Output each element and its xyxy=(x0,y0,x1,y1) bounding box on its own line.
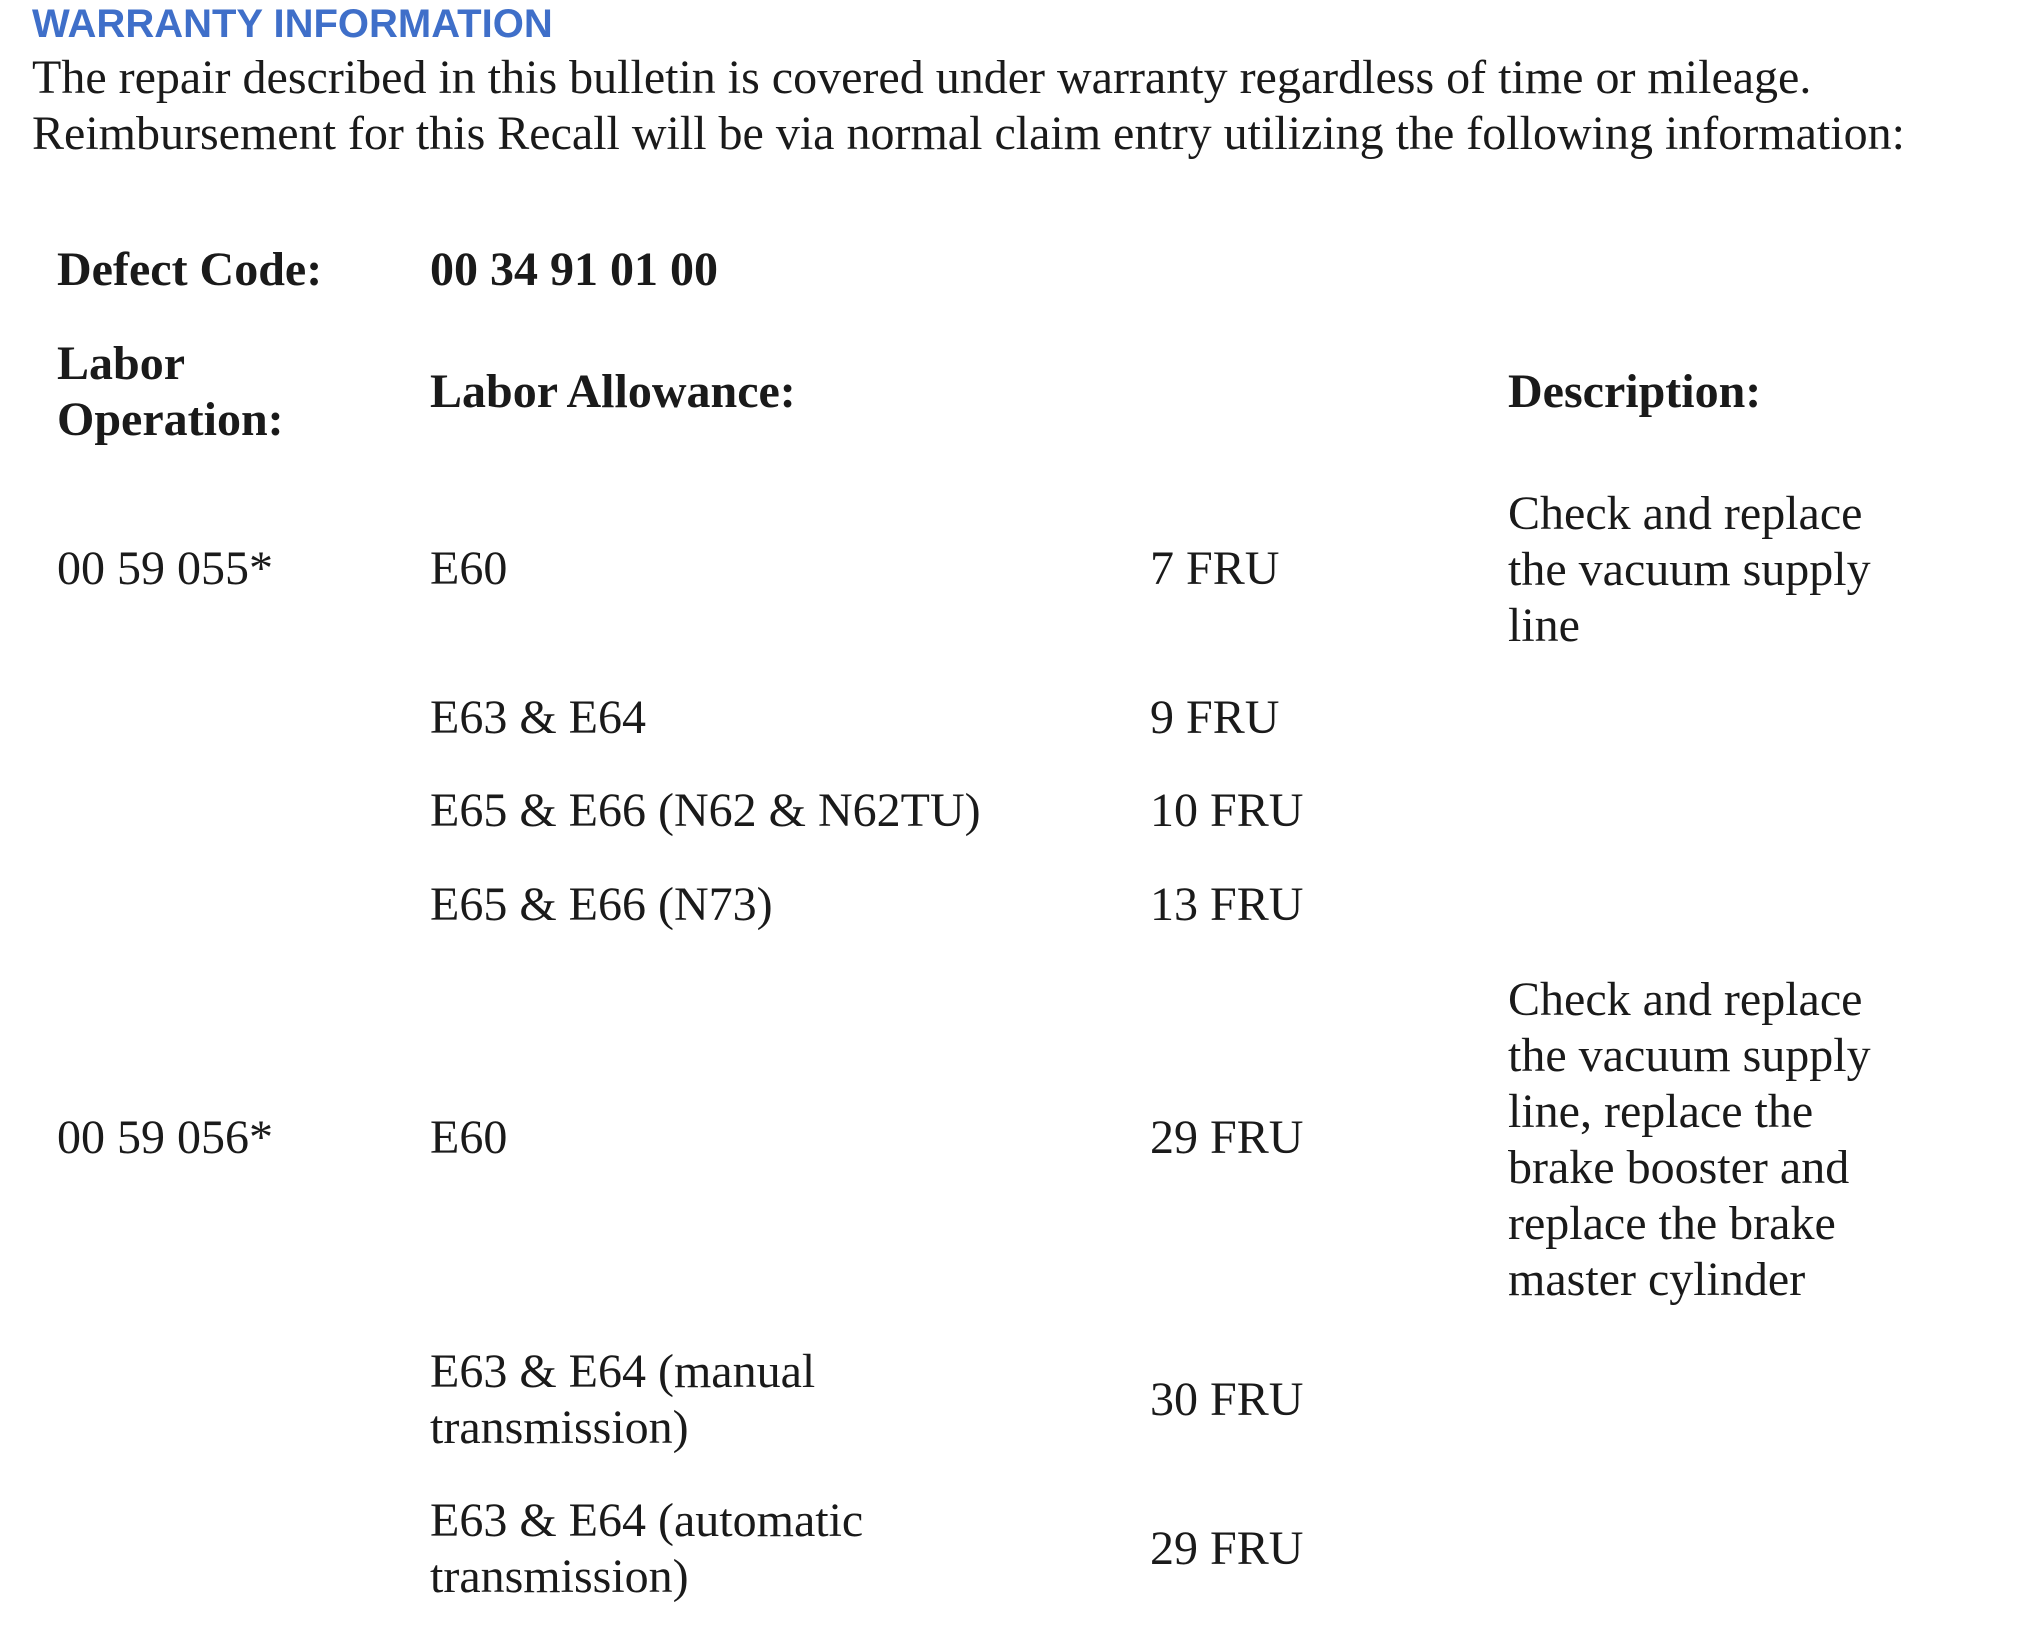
intro-line-2: Reimbursement for this Recall will be via normal claim entry utilizing the following information: xyxy=(32,107,1905,160)
row-1-description xyxy=(1508,486,1871,654)
row-1-description-line-2: the vacuum supply xyxy=(1508,543,1871,596)
row-5-fru: 29 FRU xyxy=(1150,1111,1304,1164)
row-5-model: E60 xyxy=(430,1111,508,1164)
row-6-model xyxy=(430,1344,815,1456)
intro-paragraph xyxy=(32,50,1905,162)
row-5-description-line-4: brake booster and xyxy=(1508,1141,1850,1194)
row-5-description-line-6: master cylinder xyxy=(1508,1253,1806,1306)
row-4-fru: 13 FRU xyxy=(1150,878,1304,931)
description-header: Description: xyxy=(1508,365,1762,418)
row-3-model: E65 & E66 (N62 & N62TU) xyxy=(430,784,981,837)
row-7-model-line-2: transmission) xyxy=(430,1550,689,1603)
row-6-model-line-2: transmission) xyxy=(430,1401,689,1454)
warranty-info-heading: WARRANTY INFORMATION xyxy=(32,2,553,46)
intro-line-1: The repair described in this bulletin is covered under warranty regardless of time or mileage. xyxy=(32,51,1812,104)
row-7-model xyxy=(430,1493,863,1605)
row-2-model: E63 & E64 xyxy=(430,691,646,744)
defect-code-label: Defect Code: xyxy=(57,243,323,296)
row-3-fru: 10 FRU xyxy=(1150,784,1304,837)
defect-code-value: 00 34 91 01 00 xyxy=(430,243,718,296)
row-5-description-line-3: line, replace the xyxy=(1508,1085,1814,1138)
row-5-description-line-2: the vacuum supply xyxy=(1508,1029,1871,1082)
row-7-model-line-1: E63 & E64 (automatic xyxy=(430,1494,864,1547)
row-4-model: E65 & E66 (N73) xyxy=(430,878,773,931)
row-7-fru: 29 FRU xyxy=(1150,1522,1304,1575)
row-5-description-line-1: Check and replace xyxy=(1508,973,1863,1026)
labor-operation-header-line-2: Operation: xyxy=(57,393,284,446)
row-2-fru: 9 FRU xyxy=(1150,691,1280,744)
row-1-description-line-3: line xyxy=(1508,599,1580,652)
labor-allowance-header: Labor Allowance: xyxy=(430,365,796,418)
row-1-description-line-1: Check and replace xyxy=(1508,487,1863,540)
row-1-operation: 00 59 055* xyxy=(57,542,273,595)
row-6-fru: 30 FRU xyxy=(1150,1373,1304,1426)
row-1-fru: 7 FRU xyxy=(1150,542,1280,595)
row-1-model: E60 xyxy=(430,542,508,595)
row-6-model-line-1: E63 & E64 (manual xyxy=(430,1345,816,1398)
row-5-description-line-5: replace the brake xyxy=(1508,1197,1836,1250)
row-5-operation: 00 59 056* xyxy=(57,1111,273,1164)
labor-operation-header xyxy=(57,336,284,448)
row-5-description xyxy=(1508,972,1871,1308)
labor-operation-header-line-1: Labor xyxy=(57,337,186,390)
